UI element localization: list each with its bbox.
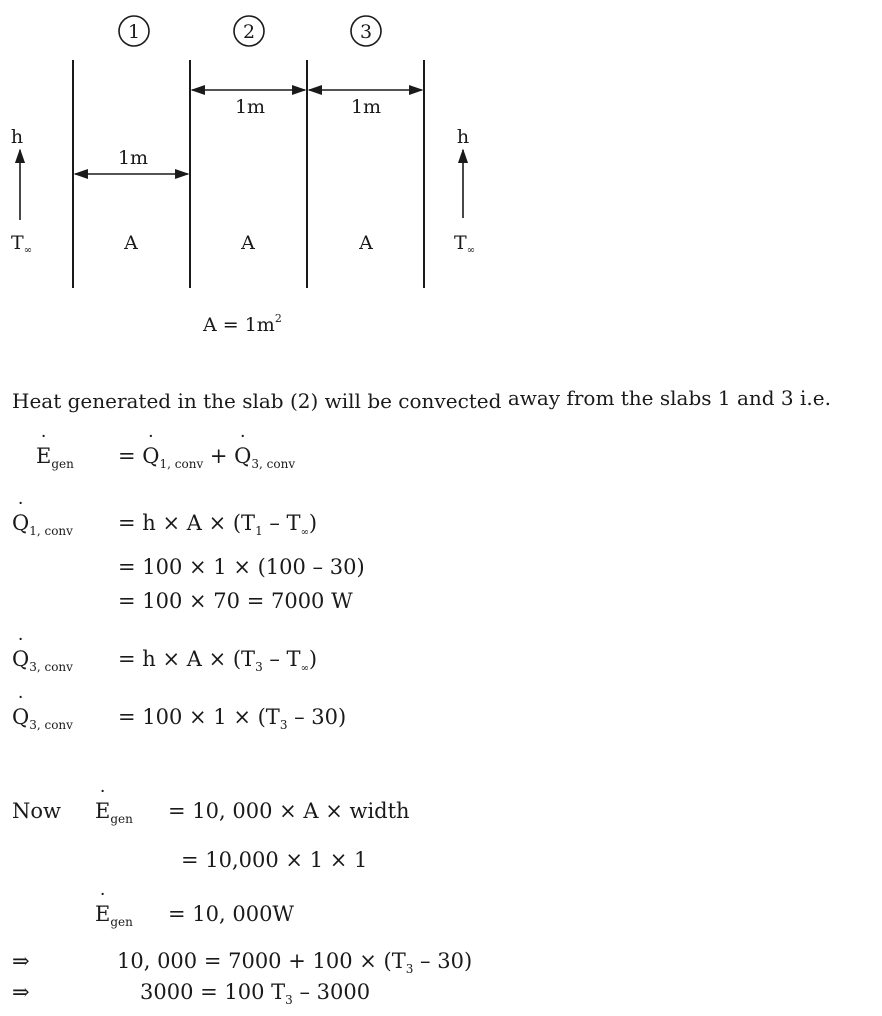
egen-symbol-3: ˙ E xyxy=(95,902,110,926)
now-label: Now xyxy=(12,799,61,823)
area-label-2: A xyxy=(241,232,255,254)
eq-egen-result-rhs: = 10, 000W xyxy=(168,902,295,926)
q1-conv-symbol: ˙ Q xyxy=(12,511,29,535)
eq-egen-lhs xyxy=(95,799,133,826)
eq-energy-balance-rhs xyxy=(118,444,295,471)
slab-diagram xyxy=(0,0,520,345)
eq-egen-substitution: = 10,000 × 1 × 1 xyxy=(181,848,368,872)
intro-text-b: away from the slabs 1 and 3 i.e. xyxy=(507,386,831,410)
h-label-left: h xyxy=(10,126,24,148)
q1-symbol: ˙ Q xyxy=(142,444,159,468)
q1-conv-sub: 1, conv xyxy=(29,524,73,538)
egen-symbol: ˙ E xyxy=(36,444,51,468)
eq1-equals: = xyxy=(118,444,143,468)
area-label-1: A xyxy=(124,232,138,254)
eq1-plus: + xyxy=(203,444,235,468)
egen-symbol-2: ˙ E xyxy=(95,799,110,823)
q1-sub: 1, conv xyxy=(159,457,204,471)
eq-energy-balance xyxy=(36,444,74,471)
eq-balance-substitution: 10, $000 = 7000 + 100 \times (T_3 - 30)$ xyxy=(117,949,473,976)
eq-egen-rhs: = 10, 000 × A × width xyxy=(168,799,410,823)
q3-conv-sub-2: 3, conv xyxy=(29,718,73,732)
q3-symbol: ˙ Q xyxy=(234,444,251,468)
slab-number-3: 3 xyxy=(359,21,373,43)
width-label-2: 1m xyxy=(234,96,266,118)
q3-conv-sub: 3, conv xyxy=(29,660,73,674)
eq-q1-substitution: = 100 × 1 × (100 – 30) xyxy=(118,555,365,579)
area-equation: $A = 1m^2$ xyxy=(203,312,282,336)
h-label-right: h xyxy=(456,126,470,148)
area-label-3: A xyxy=(359,232,373,254)
q3-conv-symbol-2: ˙ Q xyxy=(12,705,29,729)
t-inf-right: $T_\infty$ xyxy=(454,232,476,256)
egen-sub-3: gen xyxy=(110,915,133,929)
eq-balance-simplified: 3000 = 100 $T_3 - 3000$ xyxy=(140,980,371,1007)
slab-number-1: 1 xyxy=(127,21,141,43)
width-label-1: 1m xyxy=(117,147,149,169)
egen-sub: gen xyxy=(51,457,74,471)
implies-arrow-2: ⇒ xyxy=(12,980,30,1004)
eq-q3-rhs: = $h \times A \times (T_3 - T_\infty)$ xyxy=(118,647,318,674)
eq-q1-rhs: = $h \times A \times (T_1 - T_\infty)$ xyxy=(118,511,318,538)
q3-conv-symbol: ˙ Q xyxy=(12,647,29,671)
intro-text xyxy=(12,386,831,413)
implies-arrow-1: ⇒ xyxy=(12,949,30,973)
eq-q1-lhs xyxy=(12,511,73,538)
intro-text-a: Heat generated in the slab (2) will be convected xyxy=(12,389,502,413)
eq-egen-result-lhs xyxy=(95,902,133,929)
eq-q1-result: = 100 × 70 = 7000 W xyxy=(118,589,353,613)
eq-q3-sub-lhs xyxy=(12,705,73,732)
width-label-3: 1m xyxy=(350,96,382,118)
t-inf-left: $T_\infty$ xyxy=(11,232,33,256)
slab-number-2: 2 xyxy=(242,21,256,43)
q3-sub: 3, conv xyxy=(251,457,296,471)
eq-q3-lhs xyxy=(12,647,73,674)
eq-q3-sub-rhs: = $100 \times 1 \times (T_3 - 30)$ xyxy=(118,705,347,732)
egen-sub-2: gen xyxy=(110,812,133,826)
